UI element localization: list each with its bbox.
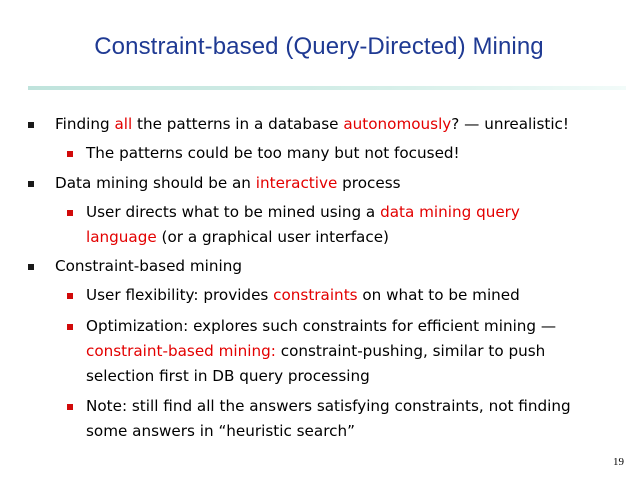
bullet-user-directs-line1 (86, 200, 520, 225)
highlight-all: all (114, 115, 133, 133)
bullet-too-many (86, 141, 460, 166)
text: Optimization: explores such constraints for efficient mining — (86, 317, 557, 335)
bullet-optimization-line1 (86, 314, 556, 339)
bullet-finding-all (55, 112, 569, 137)
bullet-user-directs-line2 (86, 225, 389, 250)
highlight-constraint-based-mining: constraint-based mining: (86, 342, 276, 360)
highlight-autonomously: autonomously (343, 115, 452, 133)
highlight-language: language (86, 228, 157, 246)
bullet-interactive (55, 171, 401, 196)
bullet-optimization-line2 (86, 339, 545, 364)
text: (or a graphical user interface) (156, 228, 389, 246)
sub-bullet-square-icon (67, 404, 73, 410)
highlight-constraints: constraints (273, 286, 358, 304)
text: User flexibility: provides (86, 286, 274, 304)
text: Data mining should be an (55, 174, 256, 192)
text: The patterns could be too many but not focused! (86, 144, 460, 162)
bullet-note-line1 (86, 394, 571, 419)
text: constraint-pushing, similar to push (275, 342, 546, 360)
text: some answers in “heuristic search” (86, 422, 355, 440)
text: Note: still find all the answers satisfying constraints, not finding (86, 397, 571, 415)
text: Finding (55, 115, 115, 133)
bullet-user-flexibility (86, 283, 520, 308)
text: User directs what to be mined using a (86, 203, 381, 221)
text: Constraint-based mining (55, 257, 243, 275)
sub-bullet-square-icon (67, 293, 73, 299)
sub-bullet-square-icon (67, 324, 73, 330)
sub-bullet-square-icon (67, 210, 73, 216)
bullet-note-line2 (86, 419, 355, 444)
bullet-optimization-line3 (86, 364, 370, 389)
text: process (337, 174, 401, 192)
highlight-interactive: interactive (255, 174, 338, 192)
highlight-data-mining-query: data mining query (380, 203, 520, 221)
text: ? — unrealistic! (451, 115, 569, 133)
text: selection first in DB query processing (86, 367, 370, 385)
text: on what to be mined (357, 286, 520, 304)
sub-bullet-square-icon (67, 151, 73, 157)
bullet-square-icon (28, 264, 34, 270)
bullet-constraint-based (55, 254, 242, 279)
bullet-square-icon (28, 181, 34, 187)
text: the patterns in a database (132, 115, 344, 133)
page-number: 19 (613, 456, 624, 468)
bullet-square-icon (28, 122, 34, 128)
slide-title: Constraint-based (Query-Directed) Mining (94, 33, 544, 60)
